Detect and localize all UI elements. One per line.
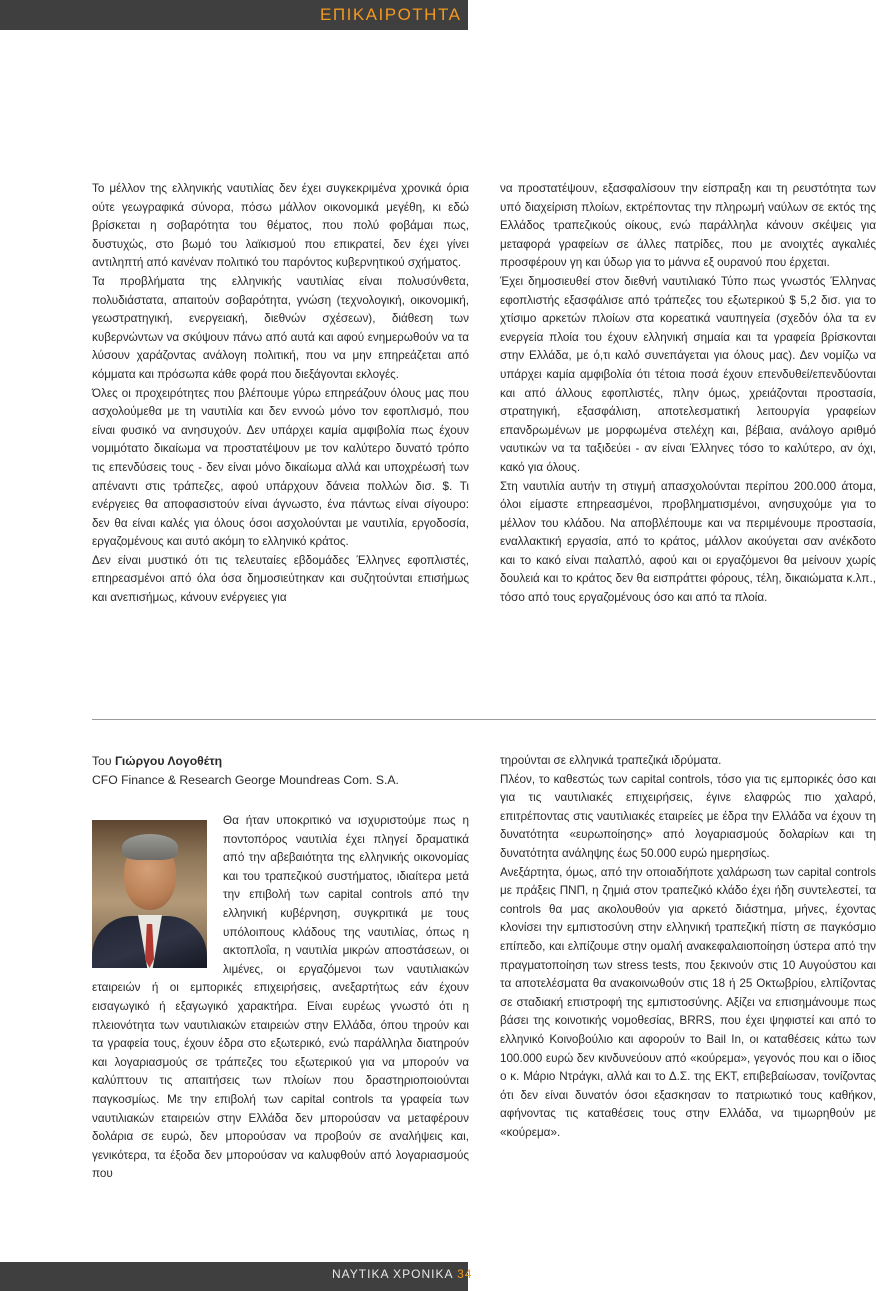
- footer: [332, 1267, 473, 1281]
- section-title: ΕΠΙΚΑΙΡΟΤΗΤΑ: [320, 5, 462, 24]
- author-name: Γιώργου Λογοθέτη: [114, 754, 223, 768]
- publication-name: ΝΑΥΤΙΚΑ ΧΡΟΝΙΚΑ: [332, 1267, 453, 1281]
- paragraph: Τα προβλήματα της ελληνικής ναυτιλίας είναι πολυσύνθετα, πολυδιάστατα, απαιτούν σοβαρότητα, γνώση (τεχνολογική, οικονομική, γεωστρατηγική, ενεργειακή, διεθνών σχέσεων), διάθεση των κυβερνώντων να σκύψουν πάνω από αυτά και αφού ενημερωθούν να τα λύσουν χαράζοντας ανάλογη πολιτική, που να μην επηρεάζεται από κόμματα και πρόσωπα κάθε φορά που διεξάγονται εκλογές.: [92, 274, 469, 381]
- paragraph: Όλες οι προχειρότητες που βλέπουμε γύρω επηρεάζουν όλους μας που ασχολούμεθα με τη ναυτιλία και δεν εννοώ μόνο τον εφοπλισμό, που είναι φυσικό να ανησυχούν. Δεν υπάρχει καμία αμφιβολία πως έχουν νομιμότατο δικαίωμα να προστατέψουν με τον καλύτερο δυνατό τρόπο τις επενδύσεις τους - δεν είναι μόνο δικαίωμα αλλά και υποχρέωσή των απέναντι στις τράπεζες, αφού υπάρχουν δάνεια πολλών δισ. $. Τι ενέργειες θα αποφασιστούν είναι άγνωστο, ένα πάντως είναι σίγουρο: δεν θα είναι καλές για όλους όσοι ασχολούνται με ναυτιλία, εργοδοσία, εργαζομένους και αυτό ακόμη το ελληνικό κράτος.: [92, 386, 469, 549]
- paragraph: Το μέλλον της ελληνικής ναυτιλίας δεν έχει συγκεκριμένα χρονικά όρια ούτε γεωγραφικά σύνορα, πόσω μάλλον οικονομικά μεγέθη, κι εδώ βρίσκεται η σοβαρότητα του θέματος, που πολύ φοβάμαι πως, δυστυχώς, στο βωμό του λαϊκισμού που επικρατεί, δεν έχει γίνει αντιληπτή από κανέναν πολιτικό του παρόντος κυβερνητικού σχήματος.: [92, 182, 469, 270]
- bottom-article-right-column: [500, 752, 876, 1142]
- page-number: 34: [457, 1267, 473, 1281]
- author-byline: [92, 752, 222, 770]
- paragraph: Δεν είναι μυστικό ότι τις τελευταίες εβδομάδες Έλληνες εφοπλιστές, επηρεασμένοι από όλα όσα δημοσιεύτηκαν και συζητούνται επισήμως και ανεπισήμως, κάνουν ενέργειες για: [92, 553, 469, 605]
- paragraph: Πλέον, το καθεστώς των capital controls, τόσο για τις εμπορικές όσο και για τις ναυτιλιακές επιχειρήσεις, έγινε ελαφρώς πιο χαλαρό, επιτρέποντας στις ναυτιλιακές εταιρείες με έδρα την Ελλάδα να έχουν τη δυνατότητα «ευρωποίησης» από λογαριασμούς δολαρίων και τη δυνατότητα ανάληψης έως 50.000 ευρώ ημερησίως.: [500, 772, 876, 860]
- paragraph: Έχει δημοσιευθεί στον διεθνή ναυτιλιακό Τύπο πως γνωστός Έλληνας εφοπλιστής εξασφάλισε από τράπεζες του εξωτερικού $ 5,2 δισ. για το χτίσιμο αρκετών πλοίων στα κορεατικά ναυπηγεία (σχεδόν όλα τα εν ενεργεία πλοία του έχουν ελληνική σημαία και τα γραφεία βρίσκονται στην Ελλάδα, με ό,τι καλό συνεπάγεται για όλους μας). Δεν νομίζω να υπάρχει καμία αμφιβολία ότι τέτοια ποσά έχουν επενδυθεί/επενδύονται και από άλλους εφοπλιστές, πλην όμως, χρειάζονται προστασία, στρατηγική, εξασφάλιση, αποτελεσματική λειτουργία γραφείων επανδρωμένων με μορφωμένα στελέχη και, βέβαια, ανάλογο αριθμό ναυτικών να τα ταξιδεύει - αν είναι Έλληνες τόσο το καλύτερο, αν όχι, κακό για όλους.: [500, 274, 876, 474]
- author-role: CFO Finance & Research George Moundreas Com. S.A.: [92, 773, 399, 787]
- top-article-left-column: [92, 180, 469, 608]
- paragraph: Θα ήταν υποκριτικό να ισχυριστούμε πως η ποντοπόρος ναυτιλία έχει πληγεί δραματικά από την αβεβαιότητα της ελληνικής οικονομίας και του τραπεζικού συστήματος, ιδιαίτερα μετά την επιβολή των capital controls από την ελληνική κυβέρνηση, συγκριτικά με τους υπόλοιπους κλάδους της ναυτιλίας, όπως η ακτοπλοΐα, η ναυτιλία μικρών αποστάσεων, οι λιμένες, οι εργαζόμενοι των ναυτιλιακών εταιρειών ή οι εμπορικές επιχειρήσεις, ανεξαρτήτως εάν έχουν εισαγωγικό ή εξαγωγικό χαρακτήρα. Είναι ευρέως γνωστό ότι η πλειονότητα των ναυτιλιακών εταιρειών στην Ελλάδα, όπου τηρούν και τα γραφεία τους, έχουν έδρα στο εξωτερικό, ενώ παράλληλα διατηρούν και λογαριασμούς σε τράπεζες του εξωτερικού για να μπορούν να καλύπτουν τις απαιτήσεις των πλοίων που δραστηριοποιούνται παγκοσμίως. Με την επιβολή των capital controls τα γραφεία των ναυτιλιακών εταιρειών στην Ελλάδα δεν μπορούσαν να μεταφέρουν δολάρια σε ευρώ, δεν μπορούσαν να προβούν σε αναλήψεις και, γενικότερα, τα έξοδα δεν μπορούσαν να καλυφθούν από λογαριασμούς που: [92, 814, 469, 1181]
- paragraph: Στη ναυτιλία αυτήν τη στιγμή απασχολούνται περίπου 200.000 άτομα, όλοι είμαστε επηρεασμένοι, προβληματισμένοι, ανησυχούμε για το μέλλον του κλάδου. Να αποβλέπουμε και να περιμένουμε προστασία, εναλλακτική εργασία, από το κράτος, μάλλον ακούγεται σαν ανέκδοτο και το κακό είναι παλαπλό, αφού και οι εργαζόμενοι θα μείνουν χωρίς δουλειά και το κράτος δεν θα εισπράττει φόρους, τέλη, δικαιώματα κ.λπ., τόσο από τους εργαζομένους όσο και από τα πλοία.: [500, 479, 876, 605]
- top-article-right-column: [500, 180, 876, 608]
- paragraph: Ανεξάρτητα, όμως, από την οποιαδήποτε χαλάρωση των capital controls με πράξεις ΠΝΠ, η ζημιά στον τραπεζικό κλάδο έχει ήδη συντελεστεί, τα controls θα μας ακολουθούν για αρκετό διάστημα, μήνες, έχοντας κλονίσει την εμπιστοσύνη στην ελληνική τραπεζική πίστη σε παγκόσμιο επίπεδο, και ελπίζουμε στην ομαλή ανακεφαλαιοποίηση ύστερα από την πραγματοποίηση των stress tests, που ξεκινούν στις 10 Αυγούστου και τα αποτελέσματα θα ανακοινωθούν στις 18 ή 25 Οκτωβρίου, ελπίζοντας σε σταδιακή επιστροφή της εμπιστοσύνης. Αξίζει να επισημάνουμε πως βάσει της κοινοτικής νομοθεσίας, BRRS, που έχει ψηφιστεί και από το ελληνικό Κοινοβούλιο και αφορούν το Bail In, οι καταθέσεις κάτω των 100.000 ευρώ δεν κινδυνεύουν από «κούρεμα», γεγονός που και ο ίδιος ο κ. Μάριο Ντράγκι, αλλά και το Δ.Σ. της ΕΚΤ, επιβεβαίωσαν, τονίζοντας ότι δεν είναι δυνατόν όσοι εξασκησαν το πατριωτικό τους καθήκον, αφήνοντας τις καταθέσεις τους στην Ελλάδα, να τιμωρηθούν με «κούρεμα».: [500, 865, 876, 1139]
- photo-hair: [122, 834, 178, 860]
- paragraph: τηρούνται σε ελληνικά τραπεζικά ιδρύματα.: [500, 754, 722, 767]
- author-prefix: Του: [92, 754, 112, 768]
- section-divider: [92, 719, 876, 720]
- paragraph: να προστατέψουν, εξασφαλίσουν την είσπραξη και τη ρευστότητα των υπό διαχείριση πλοίων, εκτρέποντας την πληρωμή ναύλων σε εκτός της Ελλάδος τραπεζικούς οίκους, ενώ παράλληλα κάνουν σκέψεις για μεταφορά γραφείων σε άλλες πατρίδες, που με ανοιχτές αγκαλιές προσφέρουν γη και ύδωρ για το μάννα εξ ουρανού που έρχεται.: [500, 182, 876, 270]
- author-photo: [92, 820, 207, 968]
